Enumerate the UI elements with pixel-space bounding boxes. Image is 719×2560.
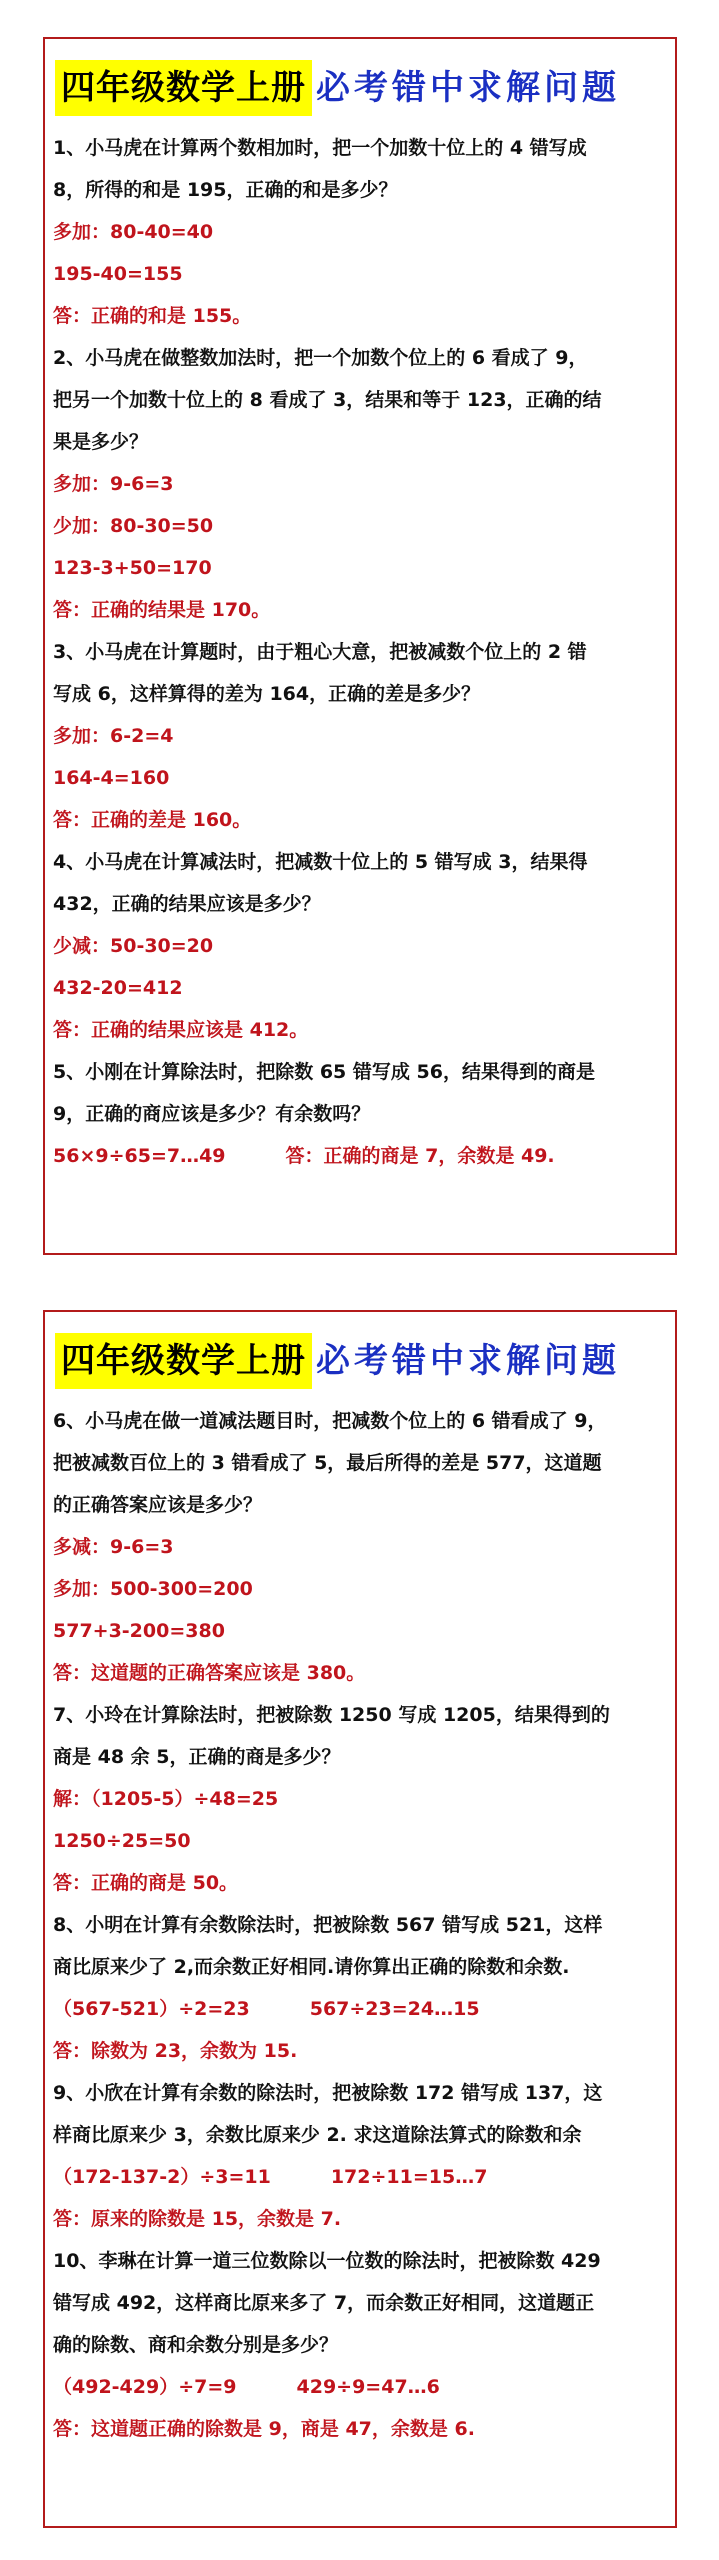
answer-line: 答：正确的结果应该是 412。 bbox=[53, 1019, 309, 1041]
question-line: 7、小玲在计算除法时，把被除数 1250 写成 1205，结果得到的 bbox=[53, 1704, 610, 1726]
answer-conclusion: 答：正确的商是 7，余数是 49. bbox=[285, 1145, 555, 1167]
answer-line: 多加：500-300=200 bbox=[53, 1578, 253, 1600]
answer-line: 答：正确的商是 50。 bbox=[53, 1872, 239, 1894]
answer-line: 答：正确的差是 160。 bbox=[53, 809, 252, 831]
problem-card-2 bbox=[43, 1310, 677, 2528]
question-line: 果是多少？ bbox=[53, 431, 149, 453]
answer-line: 答：除数为 23，余数为 15. bbox=[53, 2040, 298, 2062]
answer-calc-2: 567÷23=24…15 bbox=[309, 1998, 480, 2020]
question-line: 9、小欣在计算有余数的除法时，把被除数 172 错写成 137，这 bbox=[53, 2082, 603, 2104]
question-line: 8、小明在计算有余数除法时，把被除数 567 错写成 521，这样 bbox=[53, 1914, 603, 1936]
question-line: 样商比原来少 3，余数比原来少 2. 求这道除法算式的除数和余 bbox=[53, 2124, 582, 2146]
answer-line: 多减：9-6=3 bbox=[53, 1536, 174, 1558]
answer-line: 432-20=412 bbox=[53, 977, 183, 999]
question-line: 10、李琳在计算一道三位数除以一位数的除法时，把被除数 429 bbox=[53, 2250, 601, 2272]
answer-line: 多加：6-2=4 bbox=[53, 725, 174, 747]
card-title: 四年级数学上册 bbox=[55, 1333, 312, 1389]
answer-line bbox=[53, 2156, 669, 2198]
question-line: 2、小马虎在做整数加法时，把一个加数个位上的 6 看成了 9， bbox=[53, 347, 588, 369]
answer-line bbox=[53, 2366, 669, 2408]
answer-line bbox=[53, 1988, 669, 2030]
answer-line: 多加：80-40=40 bbox=[53, 221, 214, 243]
answer-line: 1250÷25=50 bbox=[53, 1830, 191, 1852]
answer-line: 164-4=160 bbox=[53, 767, 170, 789]
question-line: 把另一个加数十位上的 8 看成了 3，结果和等于 123，正确的结 bbox=[53, 389, 602, 411]
answer-line: 195-40=155 bbox=[53, 263, 183, 285]
problem-card-1 bbox=[43, 37, 677, 1255]
answer-calc: （567-521）÷2=23 bbox=[53, 1998, 250, 2020]
answer-calc-2: 172÷11=15…7 bbox=[330, 2166, 488, 2188]
problem-lines bbox=[53, 127, 669, 1177]
answer-line: 少加：80-30=50 bbox=[53, 515, 214, 537]
answer-calc-2: 429÷9=47…6 bbox=[296, 2376, 440, 2398]
question-line: 把被减数百位上的 3 错看成了 5，最后所得的差是 577，这道题 bbox=[53, 1452, 602, 1474]
question-line: 6、小马虎在做一道减法题目时，把减数个位上的 6 错看成了 9， bbox=[53, 1410, 607, 1432]
answer-calc: 56×9÷65=7…49 bbox=[53, 1145, 226, 1167]
answer-calc: （492-429）÷7=9 bbox=[53, 2376, 237, 2398]
card-subtitle: 必考错中求解问题 bbox=[316, 1341, 620, 1381]
answer-line: 答：正确的和是 155。 bbox=[53, 305, 252, 327]
answer-line: 多加：9-6=3 bbox=[53, 473, 174, 495]
answer-line: 答：这道题的正确答案应该是 380。 bbox=[53, 1662, 366, 1684]
question-line: 8，所得的和是 195，正确的和是多少？ bbox=[53, 179, 398, 201]
question-line: 错写成 492，这样商比原来多了 7，而余数正好相同，这道题正 bbox=[53, 2292, 595, 2314]
question-line: 432，正确的结果应该是多少？ bbox=[53, 893, 321, 915]
question-line: 确的除数、商和余数分别是多少？ bbox=[53, 2334, 339, 2356]
answer-line: 123-3+50=170 bbox=[53, 557, 212, 579]
card-subtitle: 必考错中求解问题 bbox=[316, 68, 620, 108]
question-line: 写成 6，这样算得的差为 164，正确的差是多少？ bbox=[53, 683, 481, 705]
question-line: 1、小马虎在计算两个数相加时，把一个加数十位上的 4 错写成 bbox=[53, 137, 587, 159]
card-title-row bbox=[55, 59, 620, 117]
question-line: 商比原来少了 2,而余数正好相同.请你算出正确的除数和余数. bbox=[53, 1956, 570, 1978]
answer-line: 577+3-200=380 bbox=[53, 1620, 225, 1642]
answer-line: 答：这道题正确的除数是 9，商是 47，余数是 6. bbox=[53, 2418, 475, 2440]
card-title-row bbox=[55, 1332, 620, 1390]
answer-line: 少减：50-30=20 bbox=[53, 935, 214, 957]
answer-line: 答：正确的结果是 170。 bbox=[53, 599, 271, 621]
card-title: 四年级数学上册 bbox=[55, 60, 312, 116]
answer-calc: （172-137-2）÷3=11 bbox=[53, 2166, 271, 2188]
problem-lines bbox=[53, 1400, 669, 2450]
question-line: 9，正确的商应该是多少？有余数吗？ bbox=[53, 1103, 371, 1125]
question-line: 4、小马虎在计算减法时，把减数十位上的 5 错写成 3，结果得 bbox=[53, 851, 588, 873]
question-line: 3、小马虎在计算题时，由于粗心大意，把被减数个位上的 2 错 bbox=[53, 641, 587, 663]
question-line: 商是 48 余 5，正确的商是多少？ bbox=[53, 1746, 341, 1768]
question-line: 5、小刚在计算除法时，把除数 65 错写成 56，结果得到的商是 bbox=[53, 1061, 595, 1083]
answer-line: 解：（1205-5）÷48=25 bbox=[53, 1788, 279, 1810]
question-line: 的正确答案应该是多少？ bbox=[53, 1494, 263, 1516]
answer-line: 答：原来的除数是 15，余数是 7. bbox=[53, 2208, 342, 2230]
answer-line bbox=[53, 1135, 669, 1177]
